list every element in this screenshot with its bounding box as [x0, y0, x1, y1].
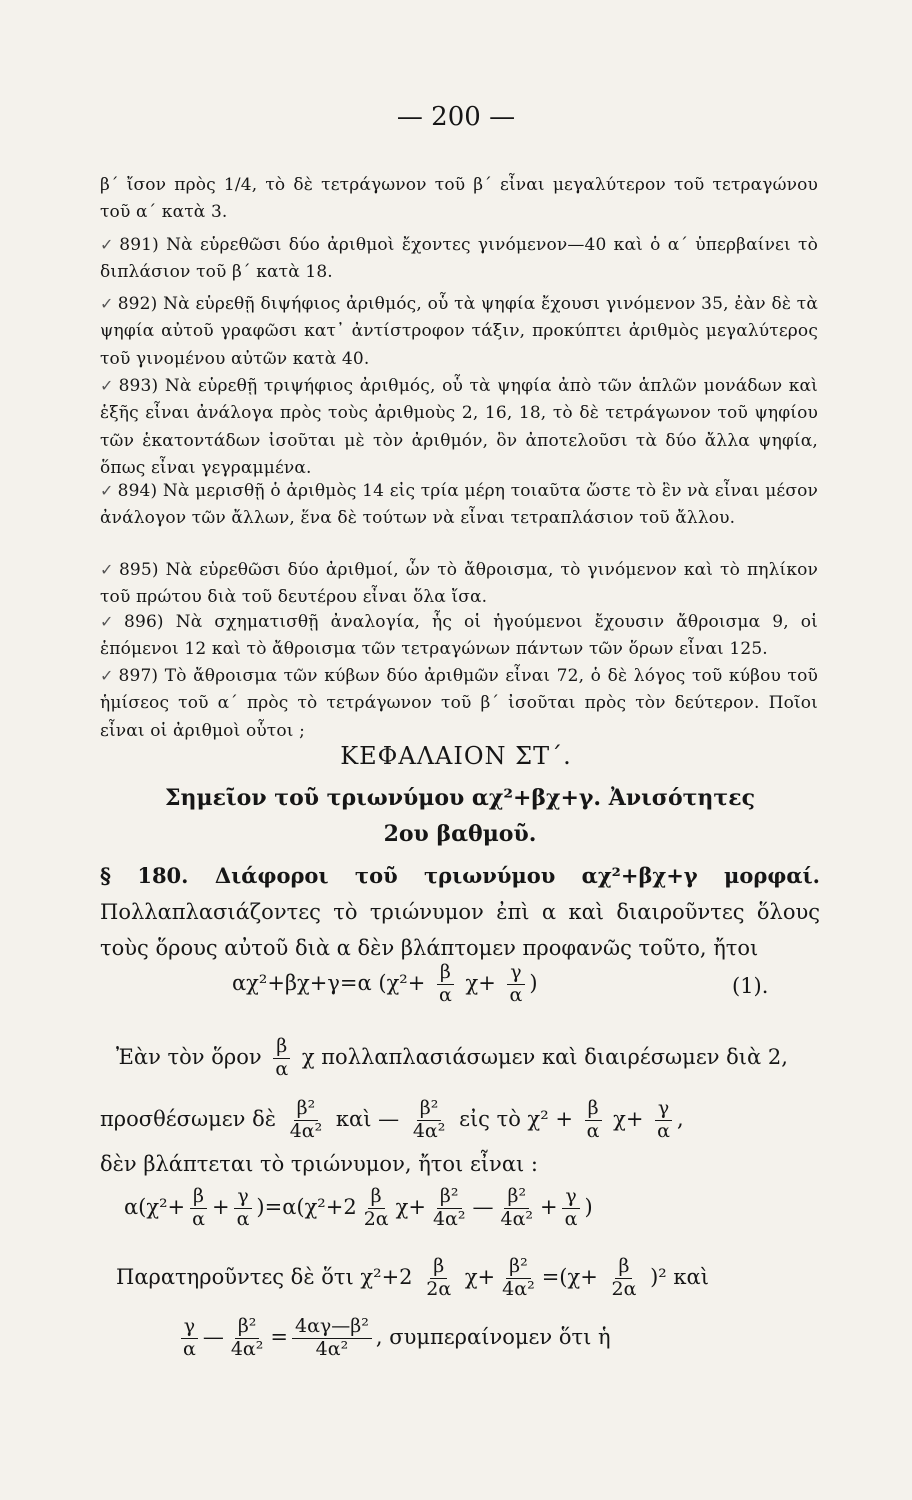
checkmark-icon: ✓: [100, 481, 114, 500]
problem-892: ✓ 892) Νὰ εὑρεθῇ διψήφιος ἀριθμός, οὗ τὰ ψηφία ἔχουσι γινόμενον 35, ἐὰν δὲ τὰ ψηφία αὐτοῦ γραφῶσι κατ᾽ ἀντίστροφον τάξιν, προκύπτει ἀριθμὸς μεγαλύτερος τοῦ γινομένου αὐτῶν κατὰ 40.: [100, 294, 818, 369]
problem-893: ✓ 893) Νὰ εὑρεθῇ τριψήφιος ἀριθμός, οὗ τὰ ψηφία ἀπὸ τῶν ἁπλῶν μονάδων καὶ ἑξῆς εἶναι ἀνάλογα πρὸς τοὺς ἀριθμοὺς 2, 16, 18, τὸ δὲ τετράγωνον τοῦ ψηφίου τῶν ἑκατοντάδων ἰσοῦται μὲ τὸν ἀριθμόν, ὃν ἀποτελοῦσι τὰ δύο ἄλλα ψηφία, ὅπως εἶναι γεγραμμένα.: [100, 376, 818, 478]
checkmark-icon: ✓: [100, 612, 121, 631]
equation-2: α(χ²+ $\frac{\beta}{\alpha}$ + $\frac{\gamma}{\alpha}$ )=α(χ²+2 $\frac{\beta}{2\alpha}$ χ+ $\frac{\text{β²}}{\text{4α²}}$ — $\frac{\text{β²}}{\text{4α²}}$ + $\frac{\gamma}{\alpha}$ ): [124, 1185, 593, 1230]
equation-1: αχ²+βχ+γ=α (χ²+ $\frac{\beta}{\alpha}$ χ+ $\frac{\gamma}{\alpha}$ ): [232, 961, 538, 1006]
problem-897: ✓ 897) Τὸ ἄθροισμα τῶν κύβων δύο ἀριθμῶν εἶναι 72, ὁ δὲ λόγος τοῦ κύβου τοῦ ἡμίσεος τοῦ α΄ πρὸς τὸ τετράγωνον τοῦ β΄ ἰσοῦται πρὸς τὸν δεύτερον. Ποῖοι εἶναι οἱ ἀριθμοὶ οὗτοι ;: [100, 666, 818, 741]
checkmark-icon: ✓: [100, 666, 115, 685]
checkmark-icon: ✓: [100, 235, 116, 254]
sentence-ean: Ἐὰν τὸν ὅρον $\frac{\beta}{\alpha}$ χ πολλαπλασιάσωμεν καὶ διαιρέσωμεν διὰ 2,: [116, 1035, 788, 1080]
problem-891: ✓ 891) Νὰ εὑρεθῶσι δύο ἀριθμοὶ ἔχοντες γινόμενον—40 καὶ ὁ α΄ ὑπερβαίνει τὸ διπλάσιον τοῦ β΄ κατὰ 18.: [100, 235, 818, 283]
chapter-title-line2: 2ου βαθμοῦ.: [383, 821, 537, 847]
section-180: [100, 858, 820, 966]
section-text: Πολλαπλασιάζοντες τὸ τριώνυμον ἐπὶ α καὶ διαιροῦντες ὅλους τοὺς ὅρους αὐτοῦ διὰ α δὲν βλάπτομεν προφανῶς τοῦτο, ἤτοι: [100, 900, 820, 960]
problem-896: ✓ 896) Νὰ σχηματισθῇ ἀναλογία, ἧς οἱ ἡγούμενοι ἔχουσιν ἄθροισμα 9, οἱ ἑπόμενοι 12 καὶ τὸ ἄθροισμα τῶν τετραγώνων πάντων τῶν ὅρων εἶναι 125.: [100, 612, 818, 660]
sentence-blaptetai: δὲν βλάπτεται τὸ τριώνυμον, ἤτοι εἶναι :: [100, 1152, 538, 1176]
sentence-paratirountes: Παρατηροῦντες δὲ ὅτι χ²+2 $\frac{\beta}{2\alpha}$ χ+ $\frac{\text{β²}}{\text{4α²}}$ =(χ+ $\frac{\beta}{2\alpha}$ )² καὶ: [116, 1255, 709, 1300]
section-heading: § 180. Διάφοροι τοῦ τριωνύμου αχ²+βχ+γ μορφαί.: [100, 863, 820, 888]
chapter-heading: ΚΕΦΑΛΑΙΟΝ ΣΤ΄.: [340, 742, 572, 770]
checkmark-icon: ✓: [100, 560, 115, 579]
problem-895: ✓ 895) Νὰ εὑρεθῶσι δύο ἀριθμοί, ὧν τὸ ἄθροισμα, τὸ γινόμενον καὶ τὸ πηλίκον τοῦ πρώτου διὰ τοῦ δευτέρου εἶναι ὅλα ἴσα.: [100, 560, 818, 608]
problem-894: ✓ 894) Νὰ μερισθῇ ὁ ἀριθμὸς 14 εἰς τρία μέρη τοιαῦτα ὥστε τὸ ἓν νὰ εἶναι μέσον ἀνάλογον τῶν ἄλλων, ἕνα δὲ τούτων νὰ εἶναι τετραπλάσιον τοῦ ἄλλου.: [100, 481, 818, 529]
problem-890-tail: β΄ ἴσον πρὸς 1/4, τὸ δὲ τετράγωνον τοῦ β΄ εἶναι μεγαλύτερον τοῦ τετραγώνου τοῦ α΄ κατὰ 3.: [100, 175, 818, 223]
checkmark-icon: ✓: [100, 294, 114, 313]
equation-3: $\frac{\gamma}{\alpha}$ — $\frac{\text{β²}}{\text{4α²}}$ = $\frac{\text{4αγ—β²}}{\text{4α²}}$ , συμπεραίνομεν ὅτι ἡ: [176, 1316, 611, 1361]
chapter-title: Σημεῖον τοῦ τριωνύμου αχ²+βχ+γ. Ἀνισότητες: [165, 785, 755, 811]
equation-label: (1).: [732, 974, 769, 998]
page-number: — 200 —: [396, 102, 516, 132]
checkmark-icon: ✓: [100, 376, 115, 395]
sentence-prosthesomen: προσθέσωμεν δὲ $\frac{\text{β²}}{\text{4α²}}$ καὶ — $\frac{\text{β²}}{\text{4α²}}$ εἰς τὸ χ² + $\frac{\beta}{\alpha}$ χ+ $\frac{\gamma}{\alpha}$ ,: [100, 1097, 684, 1142]
